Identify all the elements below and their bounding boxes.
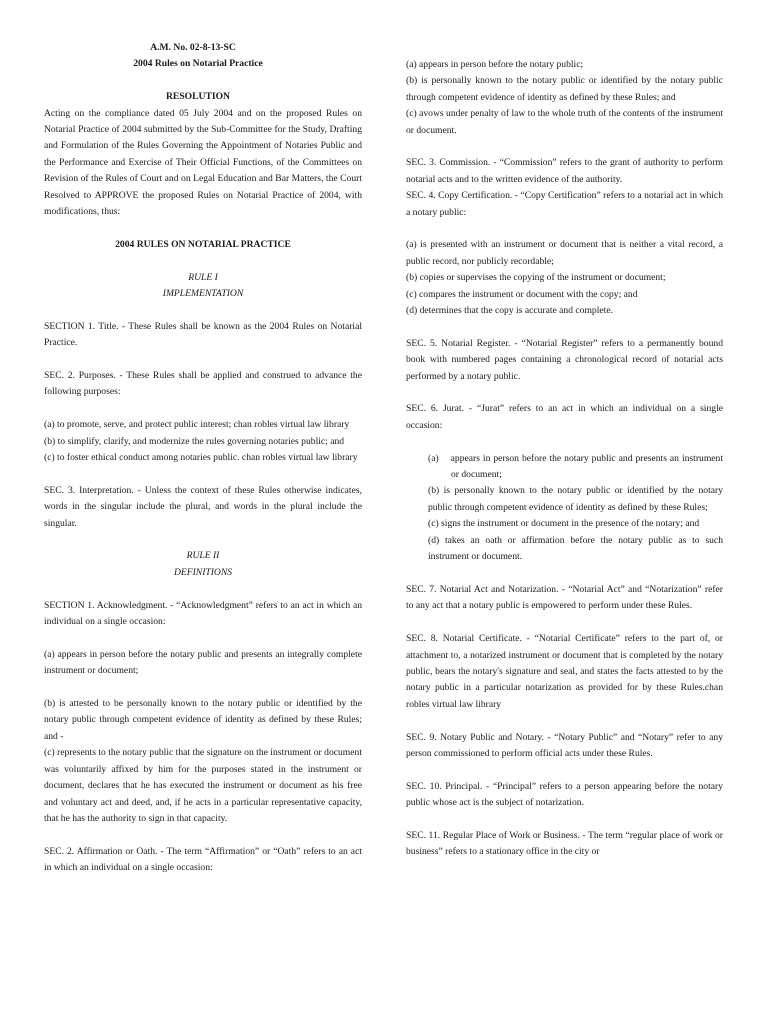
section-4-item-d: (d) determines that the copy is accurate and complete. [406, 305, 613, 317]
rule-2-section-1: SECTION 1. Acknowledgment. - “Acknowledgment” refers to an act in which an individual on a single occasion: [44, 599, 362, 628]
jurat-item-a-text: appears in person before the notary public and presents an instrument or document; [450, 452, 723, 481]
spacer [406, 762, 723, 778]
section-9-notary-public: SEC. 9. Notary Public and Notary. - “Notary Public” and “Notary” refer to any person commissioned to perform official acts under these Rules. [406, 731, 723, 759]
section-3-commission: SEC. 3. Commission. - “Commission” refers to the grant of authority to perform notarial acts and to the written evidence of the authority. [406, 157, 723, 185]
spacer [44, 253, 362, 269]
jurat-item-a [428, 451, 723, 484]
spacer [406, 615, 723, 631]
jurat-items [406, 451, 723, 566]
section-8-notarial-certificate: SEC. 8. Notarial Certificate. - “Notarial Certificate” refers to the part of, or attachment to, a notarized instrument or document that is completed by the notary public, bears the notary's signature and seal, and states the facts attested to by the notary public in a particular notarization as provided for by these Rules.chan robles virtual law library [406, 633, 723, 710]
resolution-heading: RESOLUTION [166, 91, 230, 103]
spacer [44, 827, 362, 843]
oath-item-b: (b) is personally known to the notary public or identified by the notary public through competent evidence of identity as defined by these Rules; and [406, 75, 723, 103]
am-number: A.M. No. 02-8-13-SC [150, 42, 236, 53]
section-11-regular-place-of-work: SEC. 11. Regular Place of Work or Business. - The term “regular place of work or business” refers to a stationary office in the city or [406, 829, 723, 858]
spacer [44, 302, 362, 318]
spacer [44, 352, 362, 368]
spacer [44, 680, 362, 696]
document-title: 2004 Rules on Notarial Practice [133, 58, 263, 70]
spacer [406, 139, 723, 155]
section-4-item-b: (b) copies or supervises the copying of the instrument or document; [406, 272, 666, 284]
rule-1-section-1: SECTION 1. Title. - These Rules shall be known as the 2004 Rules on Notarial Practice. [44, 320, 362, 349]
spacer [406, 385, 723, 401]
rule-2-section-1-item-c: (c) represents to the notary public that the signature on the instrument or document was voluntarily affixed by him for the purposes stated in the instrument or document, declares that he has executed the instrument or document as his free and voluntary act and deed, and, if he acts in a particular representative capacity, that he has the authority to sign in that capacity. [44, 747, 362, 824]
spacer [406, 221, 723, 237]
section-4-item-a: (a) is presented with an instrument or document that is neither a vital record, a public record, nor publicly recordable; [406, 239, 723, 267]
jurat-item-c: (c) signs the instrument or document in the presence of the notary; and [428, 518, 700, 530]
rule-2-subtitle: DEFINITIONS [173, 566, 233, 578]
oath-item-c: (c) avows under penalty of law to the whole truth of the contents of the instrument or document. [406, 108, 723, 136]
section-7-notarial-act: SEC. 7. Notarial Act and Notarization. - “Notarial Act” and “Notarization” refer to any act that a notary public is empowered to perform under these Rules. [406, 583, 723, 612]
jurat-item-d: (d) takes an oath or affirmation before the notary public as to such instrument or document. [428, 534, 723, 563]
spacer [406, 434, 723, 450]
left-column [44, 40, 362, 877]
spacer [44, 581, 362, 597]
rule-2-section-2: SEC. 2. Affirmation or Oath. - The term “Affirmation” or “Oath” refers to an act in which an individual on a single occasion: [44, 845, 362, 874]
section-5-notarial-register: SEC. 5. Notarial Register. - “Notarial Register” refers to a permanently bound book with numbered pages containing a chronological record of notarial acts performed by a notary public. [406, 337, 723, 382]
jurat-item-b: (b) is personally known to the notary public or identified by the notary public through competent evidence of identity as defined by these Rules; [428, 485, 723, 513]
rule-1-section-2-item-b: (b) to simplify, clarify, and modernize the rules governing notaries public; and [44, 435, 345, 447]
rule-2-section-1-item-b: (b) is attested to be personally known to the notary public or identified by the notary public through competent evidence of identity as defined by these Rules; and - [44, 698, 362, 742]
rule-1-section-2-item-a: (a) to promote, serve, and protect public interest; chan robles virtual law library [44, 419, 350, 431]
rule-2-title: RULE II [186, 550, 220, 562]
rule-1-title: RULE I [188, 271, 218, 283]
spacer [406, 319, 723, 335]
rule-1-section-3: SEC. 3. Interpretation. - Unless the context of these Rules otherwise indicates, words in the singular include the plural, and words in the plural include the singular. [44, 484, 362, 529]
spacer [44, 630, 362, 646]
rule-2-section-1-item-a: (a) appears in person before the notary public and presents an integrally complete instrument or document; [44, 648, 362, 677]
spacer [406, 713, 723, 729]
spacer [406, 812, 723, 828]
jurat-item-a-label: (a) [428, 452, 439, 464]
spacer [406, 566, 723, 582]
section-6-jurat: SEC. 6. Jurat. - “Jurat” refers to an act in which an individual on a single occasion: [406, 403, 723, 431]
spacer [44, 73, 362, 89]
spacer [44, 220, 362, 236]
section-4-copy-certification: SEC. 4. Copy Certification. - “Copy Certification” refers to a notarial act in which a notary public: [406, 190, 723, 218]
oath-item-a: (a) appears in person before the notary public; [406, 59, 584, 70]
section-4-item-c: (c) compares the instrument or document with the copy; and [406, 288, 638, 300]
resolution-text: Acting on the compliance dated 05 July 2004 and on the proposed Rules on Notarial Practice of 2004 submitted by the Sub-Committee for the Study, Drafting and Formulation of the Rules Governing the Appointment of Notaries Public and the Performance and Exercise of Their Official Functions, of the Committees on Revision of the Rules of Court and on Legal Education and Bar Matters, the Court Resolved to APPROVE the proposed Rules on Notarial Practice of 2004, with modifications, thus: [44, 107, 362, 218]
section-10-principal: SEC. 10. Principal. - “Principal” refers to a person appearing before the notary public whose act is the subject of notarization. [406, 780, 723, 809]
rules-heading: 2004 RULES ON NOTARIAL PRACTICE [115, 238, 291, 250]
spacer [44, 532, 362, 548]
spacer [44, 401, 362, 417]
rule-1-section-2: SEC. 2. Purposes. - These Rules shall be applied and construed to advance the following purposes: [44, 370, 362, 398]
spacer [44, 466, 362, 482]
rule-1-subtitle: IMPLEMENTATION [162, 288, 244, 300]
right-column [406, 57, 723, 861]
rule-1-section-2-item-c: (c) to foster ethical conduct among notaries public. chan robles virtual law library [44, 452, 358, 464]
